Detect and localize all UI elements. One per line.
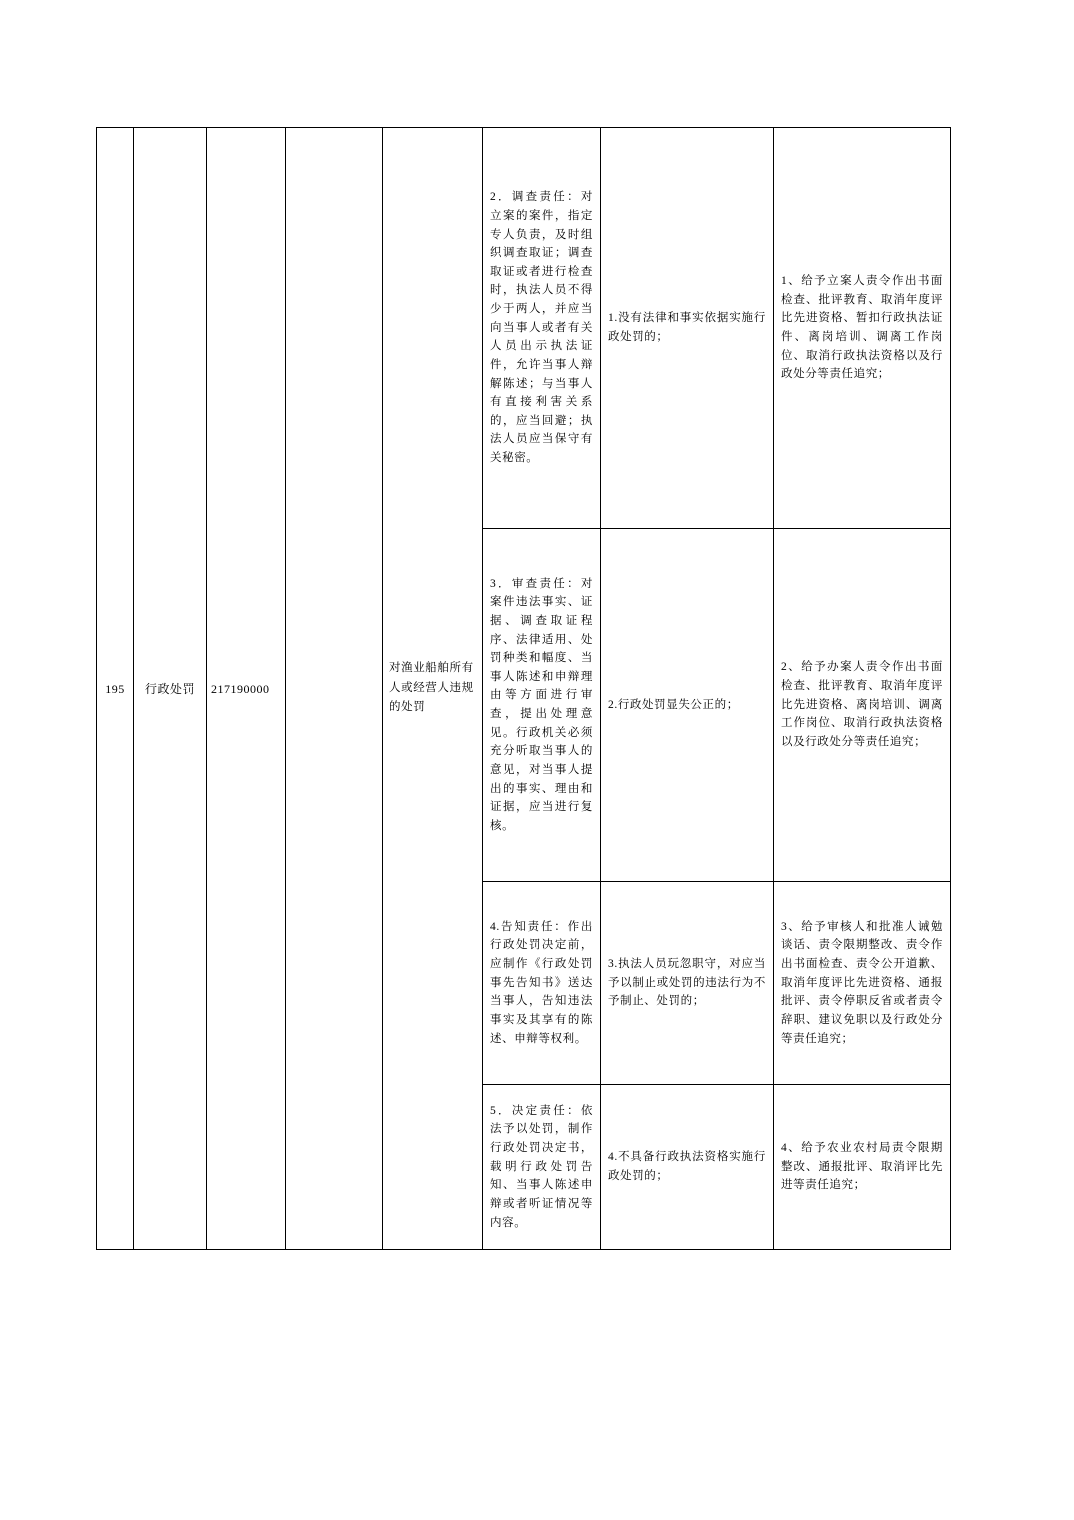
accountability-text: 1、给予立案人责令作出书面检查、批评教育、取消年度评比先进资格、暂扣行政执法证件、离岗培训、调离工作岗位、取消行政执法资格以及行政处分等责任追究；: [781, 275, 943, 381]
cell-accountability-content: [774, 882, 951, 1085]
duty-text: 2．调查责任：对立案的案件，指定专人负责，及时组织调查取证；调查取证或者进行检查时，执法人员不得少于两人，并应当向当事人或者有关人员出示执法证件，允许当事人辩解陈述；与当事人有直接利害关系的，应当回避；执法人员应当保守有关秘密。: [490, 191, 593, 465]
duty-text: 3．审查责任：对案件违法事实、证据、调查取证程序、法律适用、处罚种类和幅度、当事人陈述和申辩理由等方面进行审查，提出处理意见。行政机关必须充分听取当事人的意见，对当事人提出的事实、理由和证据，应当进行复核。: [490, 577, 593, 832]
cell-power-type: [134, 128, 207, 1250]
item-code: 217190000: [211, 681, 270, 696]
cell-duty-content: [483, 529, 601, 882]
blank-value: [286, 685, 382, 693]
cell-duty-content: [483, 128, 601, 529]
cell-duty-content: [483, 1085, 601, 1250]
accountability-text: 2、给予办案人责令作出书面检查、批评教育、取消年度评比先进资格、离岗培训、调离工作岗位、取消行政执法资格以及行政处分等责任追究；: [781, 661, 943, 748]
fault-text: 3.执法人员玩忽职守，对应当予以制止或处罚的违法行为不予制止、处罚的；: [608, 958, 766, 1008]
cell-blank-column: [286, 128, 383, 1250]
cell-item-code: [207, 128, 286, 1250]
fault-text: 4.不具备行政执法资格实施行政处罚的；: [608, 1151, 766, 1182]
cell-matter-name: [383, 128, 483, 1250]
power-type: 行政处罚: [144, 681, 195, 696]
cell-accountability-content: [774, 1085, 951, 1250]
duty-text: 4.告知责任：作出行政处罚决定前，应制作《行政处罚事先告知书》送达当事人，告知违法事实及其享有的陈述、申辩等权利。: [490, 920, 593, 1045]
cell-fault-content: [601, 128, 774, 529]
cell-duty-content: [483, 882, 601, 1085]
cell-fault-content: [601, 882, 774, 1085]
matter-name: 对渔业船舶所有人或经营人违规的处罚: [389, 662, 474, 714]
sequence-number: 195: [105, 681, 125, 696]
responsibility-table: [96, 127, 951, 1250]
cell-fault-content: [601, 1085, 774, 1250]
accountability-text: 4、给予农业农村局责令限期整改、通报批评、取消评比先进等责任追究；: [781, 1142, 943, 1192]
duty-text: 5．决定责任：依法予以处罚，制作行政处罚决定书，载明行政处罚告知、当事人陈述申辩或者听证情况等内容。: [490, 1104, 593, 1229]
cell-fault-content: [601, 529, 774, 882]
accountability-text: 3、给予审核人和批准人诫勉谈话、责令限期整改、责令作出书面检查、责令公开道歉、取消年度评比先进资格、通报批评、责令停职反省或者责令辞职、建议免职以及行政处分等责任追究；: [781, 920, 943, 1045]
cell-accountability-content: [774, 529, 951, 882]
table-row: [97, 128, 951, 529]
cell-sequence-number: [97, 128, 134, 1250]
cell-accountability-content: [774, 128, 951, 529]
fault-text: 1.没有法律和事实依据实施行政处罚的；: [608, 312, 766, 343]
fault-text: 2.行政处罚显失公正的；: [608, 698, 739, 711]
